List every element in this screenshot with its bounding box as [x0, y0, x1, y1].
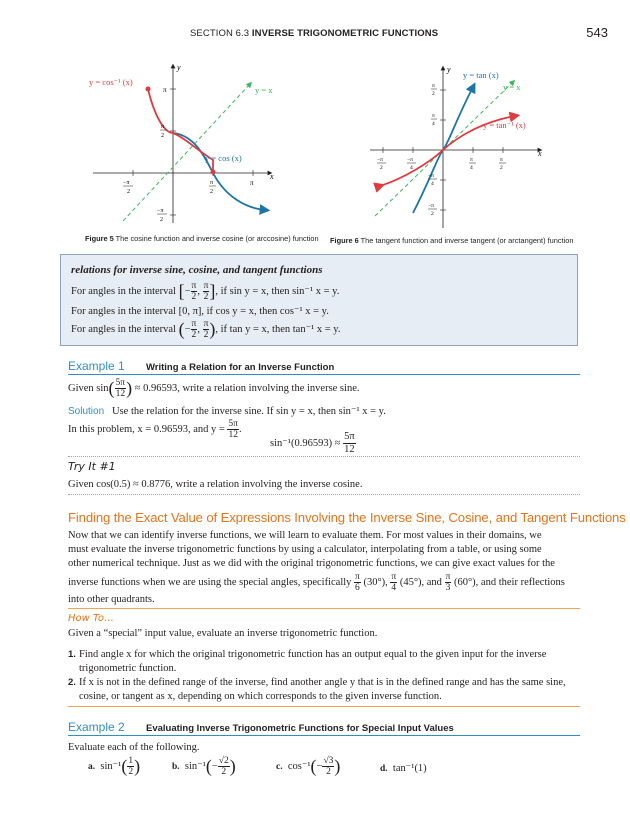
svg-text:4: 4 [470, 165, 473, 171]
svg-text:−π: −π [377, 157, 383, 163]
svg-text:4: 4 [432, 121, 435, 127]
svg-text:π: π [210, 180, 214, 186]
figure-6-label: Figure 6 [330, 236, 359, 245]
given-pre: Given sin [68, 382, 109, 394]
svg-text:2: 2 [431, 211, 434, 217]
howto-intro: Given a “special” input value, evaluate an inverse trigonometric function. [68, 628, 378, 639]
box-title: relations for inverse sine, cosine, and tangent functions [71, 264, 323, 276]
part-a: a. sin⁻¹( $\frac{1}{2}$ ) [88, 756, 141, 777]
page-number: 543 [586, 25, 608, 40]
svg-text:−π: −π [123, 180, 130, 186]
svg-text:π: π [161, 124, 165, 130]
example-1-solution [68, 405, 386, 417]
svg-text:2: 2 [161, 133, 164, 139]
identity-label: y = x [255, 85, 273, 95]
example-2-label: Example 2 [68, 720, 125, 734]
tan-label: y = tan (x) [463, 70, 499, 80]
example-1-rule [68, 374, 580, 375]
example-2-intro: Evaluate each of the following. [68, 742, 200, 753]
try-it-text: Given cos(0.5) ≈ 0.8776, write a relation involving the inverse cosine. [68, 479, 363, 490]
step-1-line-1: Find angle x for which the original trigonometric function has an output equal to the given input for the inverse [79, 649, 547, 660]
section-number: SECTION 6.3 [190, 28, 250, 39]
section-paragraph [68, 529, 580, 607]
figure-5-caption [85, 234, 319, 243]
relations-box [60, 254, 578, 346]
example-1-label: Example 1 [68, 359, 125, 373]
example-1-divider [68, 456, 580, 457]
svg-text:2: 2 [500, 165, 503, 171]
svg-text:π: π [500, 157, 503, 163]
svg-text:x: x [270, 172, 274, 181]
part-b-letter: b. [172, 761, 180, 772]
para-line-1: Now that we can identify inverse functions, we will learn to evaluate them. For most values in their domains, we [68, 530, 542, 541]
svg-text:−π: −π [428, 203, 434, 209]
part-d-letter: d. [380, 764, 388, 774]
para-line-2: must evaluate the inverse trigonometric functions by using a calculator, interpolating from a table, or using some [68, 544, 542, 555]
para-line-4-pre: inverse functions when we are using the special angles, specifically [68, 576, 352, 588]
example-1-result: sin⁻¹(0.96593) ≈ $\frac{5\pi}{12}$ [270, 431, 355, 455]
howto-steps [68, 648, 580, 704]
example-1-problem: In this problem, x = 0.96593, and y = $\frac{5\pi}{12}$ . [68, 419, 242, 440]
part-b-fn: sin⁻¹ [184, 760, 206, 772]
figure-5-label: Figure 5 [85, 234, 114, 243]
para-line-4: inverse functions when we are using the special angles, specifically $\frac{\pi}{6}$ (30°), $\frac{\pi}{4}$ (45°), and $\frac{\pi}{3}$ (60°), and their reflections [68, 572, 565, 593]
figure-6-caption [330, 236, 574, 245]
svg-text:x: x [538, 149, 542, 158]
part-b: b. sin⁻¹(− $\frac{√2}{2}$ ) [172, 756, 236, 777]
para-line-4-a: (30°), [363, 576, 388, 588]
svg-text:2: 2 [432, 91, 435, 97]
try-it-label: Try It #1 [68, 460, 116, 473]
svg-text:2: 2 [380, 165, 383, 171]
box-line-3-post: , if tan y = x, then tan⁻¹ x = y. [215, 323, 341, 335]
howto-top-rule [68, 608, 580, 609]
arctan-label: y = tan⁻¹ (x) [483, 120, 526, 130]
svg-text:2: 2 [210, 189, 213, 195]
part-a-letter: a. [88, 761, 96, 772]
para-line-4-b: (45°), and [399, 576, 442, 588]
step-2-line-1: If x is not in the defined range of the inverse, find another angle y that is in the defined range and has the same sine, [79, 677, 566, 688]
solution-text: Use the relation for the inverse sine. If sin y = x, then sin⁻¹ x = y. [112, 406, 386, 417]
step-2-num: 2. [68, 677, 76, 688]
svg-text:π: π [432, 113, 435, 119]
svg-text:y: y [447, 65, 451, 74]
example-2-rule [68, 735, 580, 736]
box-line-1: For angles in the interval [− $\frac{\pi}{2}$ , $\frac{\pi}{2}$ ], if sin y = x, then sin⁻¹ x = y. [71, 281, 340, 302]
figure-5-text: The cosine function and inverse cosine (or arccosine) function [115, 234, 319, 243]
part-c-fn: cos⁻¹ [287, 760, 311, 772]
box-line-2: For angles in the interval [0, π], if cos y = x, then cos⁻¹ x = y. [71, 306, 329, 317]
problem-text: In this problem, x = 0.96593, and y = [68, 423, 225, 435]
para-line-4-c: (60°), and their reflections [453, 576, 565, 588]
box-line-3: For angles in the interval (− $\frac{\pi}{2}$ , $\frac{\pi}{2}$ ), if tan y = x, then tan⁻¹ x = y. [71, 319, 341, 340]
section-heading: Finding the Exact Value of Expressions Involving the Inverse Sine, Cosine, and Tangent Functions [68, 510, 626, 525]
svg-text:−π: −π [407, 157, 413, 163]
arccos-label: y = cos⁻¹ (x) [89, 77, 133, 87]
para-line-3: other numerical technique. Just as we did with the original trigonometric functions, we can give exact values for the [68, 558, 555, 569]
svg-text:π: π [163, 86, 167, 94]
given-post: ≈ 0.96593, write a relation involving the inverse sine. [134, 382, 360, 394]
svg-text:2: 2 [127, 189, 130, 195]
example-2-title: Evaluating Inverse Trigonometric Functions for Special Input Values [146, 723, 454, 734]
svg-text:4: 4 [431, 181, 434, 187]
running-header [190, 28, 438, 39]
cos-label: y = cos (x) [205, 153, 242, 163]
svg-text:−π: −π [157, 208, 164, 214]
figure-6-text: The tangent function and inverse tangent (or arctangent) function [360, 236, 574, 245]
solution-label: Solution [68, 406, 105, 417]
svg-text:2: 2 [160, 217, 163, 223]
svg-text:π: π [470, 157, 473, 163]
part-d [380, 762, 427, 774]
example-1-title: Writing a Relation for an Inverse Function [146, 362, 335, 373]
svg-text:−π: −π [428, 173, 434, 179]
howto-step-2 [68, 676, 580, 704]
identity-label: y = x [503, 82, 521, 92]
svg-text:y: y [177, 63, 181, 72]
example-1-given: Given sin( $\frac{5\pi}{12}$ ) ≈ 0.96593, write a relation involving the inverse sine. [68, 378, 360, 399]
step-2-line-2: cosine, or tangent as x, depending on which corresponds to the given inverse function. [79, 691, 442, 702]
svg-text:π: π [250, 179, 254, 187]
howto-label: How To… [68, 613, 114, 624]
cos-curve [173, 133, 265, 210]
box-line-1-post: , if sin y = x, then sin⁻¹ x = y. [215, 285, 340, 297]
step-1-line-2: trigonometric function. [79, 663, 177, 674]
box-line-1-pre: For angles in the interval [71, 285, 176, 297]
part-c: c. cos⁻¹(− $\frac{√3}{2}$ ) [276, 756, 341, 777]
section-title: INVERSE TRIGONOMETRIC FUNCTIONS [251, 28, 439, 39]
part-a-fn: sin⁻¹ [100, 760, 122, 772]
try-it-divider [68, 494, 580, 495]
svg-text:4: 4 [410, 165, 413, 171]
result-lhs: sin⁻¹(0.96593) ≈ [270, 437, 341, 449]
part-c-letter: c. [276, 761, 283, 772]
figure-6-graph [365, 58, 565, 233]
svg-text:π: π [432, 83, 435, 89]
box-line-3-pre: For angles in the interval [71, 323, 176, 335]
part-d-fn: tan⁻¹(1) [392, 763, 427, 774]
howto-bottom-rule [68, 706, 580, 707]
howto-step-1 [68, 648, 580, 676]
para-line-5: into other quadrants. [68, 594, 155, 605]
figure-5-graph [85, 58, 305, 233]
step-1-num: 1. [68, 649, 76, 660]
